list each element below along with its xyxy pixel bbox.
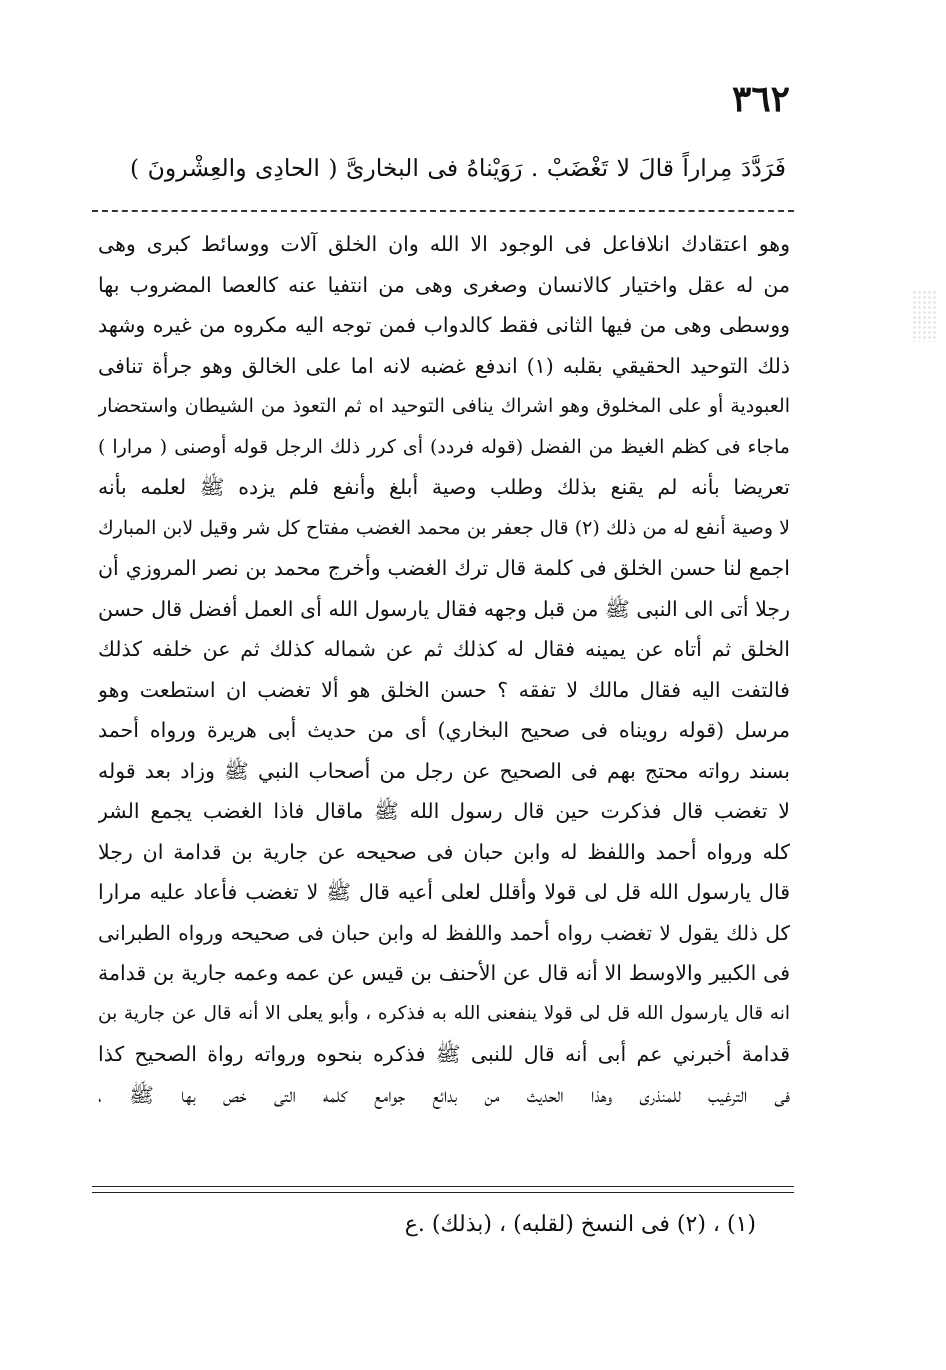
commentary-line: فالتفت اليه فقال مالك لا تفقه ؟ حسن الخلق هو ألا تغضب ان استطعت وهو: [98, 677, 790, 702]
page-number: ٣٦٢: [731, 78, 790, 120]
commentary-line: العبودية أو على المخلوق وهو اشراك ينافى التوحيد اه ثم التعوذ من الشيطان واستحضار: [98, 395, 790, 417]
commentary-line: تعريضا بأنه لم يقنع بذلك وطلب وصية أبلغ وأنفع فلم يزده ﷺ لعلمه بأنه: [98, 475, 790, 499]
commentary-line: ذلك التوحيد الحقيقي بقلبه (١) اندفع غضبه لانه اما على الخالق وهو جرأة تنافى: [98, 353, 790, 378]
commentary-line: ووسطى وهى من فيها الثانى فقط كالدواب فمن توجه اليه مكروه من غيره وشهد: [98, 313, 790, 337]
commentary-line: الخلق ثم أتاه عن يمينه فقال له كذلك ثم عن شماله كذلك ثم عن خلفه كذلك: [98, 637, 790, 661]
commentary-body: [98, 224, 790, 1115]
commentary-line: قال يارسول الله قل لى قولا وأقلل لعلى أعيه قال ﷺ لا تغضب فأعاد عليه مرارا: [98, 880, 790, 904]
commentary-line: اجمع لنا حسن الخلق فى كلمة قال ترك الغضب وأخرج محمد بن نصر المروزي أن: [98, 556, 790, 580]
commentary-line: وهو اعتقادك انلافاعل فى الوجود الا الله وان الخلق آلات ووسائط كبرى وهى: [98, 232, 790, 256]
commentary-line: انه قال يارسول الله قل لى قولا ينفعنى الله به فذكره ، وأبو يعلى الا أنه قال عن جارية بن: [98, 1002, 790, 1024]
commentary-line: من له عقل واختيار كالانسان وصغرى وهى من انتفيا عنه كالعصا المضروب بها: [98, 272, 790, 297]
commentary-line: بسند رواته محتج بهم فى الصحيح عن رجل من أصحاب النبي ﷺ وزاد بعد قوله: [98, 758, 790, 783]
commentary-line: قدامة أخبرني عم أبى أنه قال للنبى ﷺ فذكره بنحوه ورواته رواة الصحيح كذا: [98, 1042, 790, 1066]
footnote: (١) ، (٢) فى النسخ (لقلبه) ، (بذلك) .ع: [404, 1212, 756, 1237]
commentary-line: ماجاء فى كظم الغيظ من الفضل (قوله فردد) أى كرر ذلك الرجل قوله أوصنى ( مرارا ): [98, 435, 790, 458]
commentary-line: لا تغضب قال فذكرت حين قال رسول الله ﷺ ماقال فاذا الغضب يجمع الشر: [98, 799, 790, 823]
commentary-line: لا وصية أنفع له من ذلك (٢) قال جعفر بن محمد الغضب مفتاح كل شر وقيل لابن المبارك: [98, 516, 790, 539]
commentary-line: مرسل (قوله رويناه فى صحيح البخاري) أى من حديث أبى هريرة ورواه أحمد: [98, 718, 790, 742]
commentary-line: فى الترغيب للمنذرى وهذا الحديث من بدائع جوامع كلمه التى خص بها ﷺ ،: [98, 1082, 790, 1107]
hadith-matn-line: فَرَدَّدَ مِراراً قالَ لا تَغْضَبْ . رَوَيْناهُ فى البخارىَّ ( الحادِى والعِشْرونَ ): [130, 154, 786, 182]
commentary-line: كله ورواه أحمد واللفظ له وابن حبان فى صحيحه عن جارية بن قدامة ان رجلا: [98, 839, 790, 864]
commentary-line: فى الكبير والاوسط الا أنه قال عن الأحنف بن قيس عن عمه وعمه جارية بن قدامة: [98, 961, 790, 985]
scan-smudge: [912, 290, 938, 342]
footnote-separator: [92, 1186, 794, 1193]
commentary-line: كل ذلك يقول لا تغضب رواه أحمد واللفظ له وابن حبان فى صحيحه ورواه الطبرانى: [98, 920, 790, 945]
commentary-line: رجلا أتى الى النبى ﷺ من قبل وجهه فقال يارسول الله أى العمل أفضل قال حسن: [98, 596, 790, 621]
dashed-separator: [92, 210, 794, 212]
